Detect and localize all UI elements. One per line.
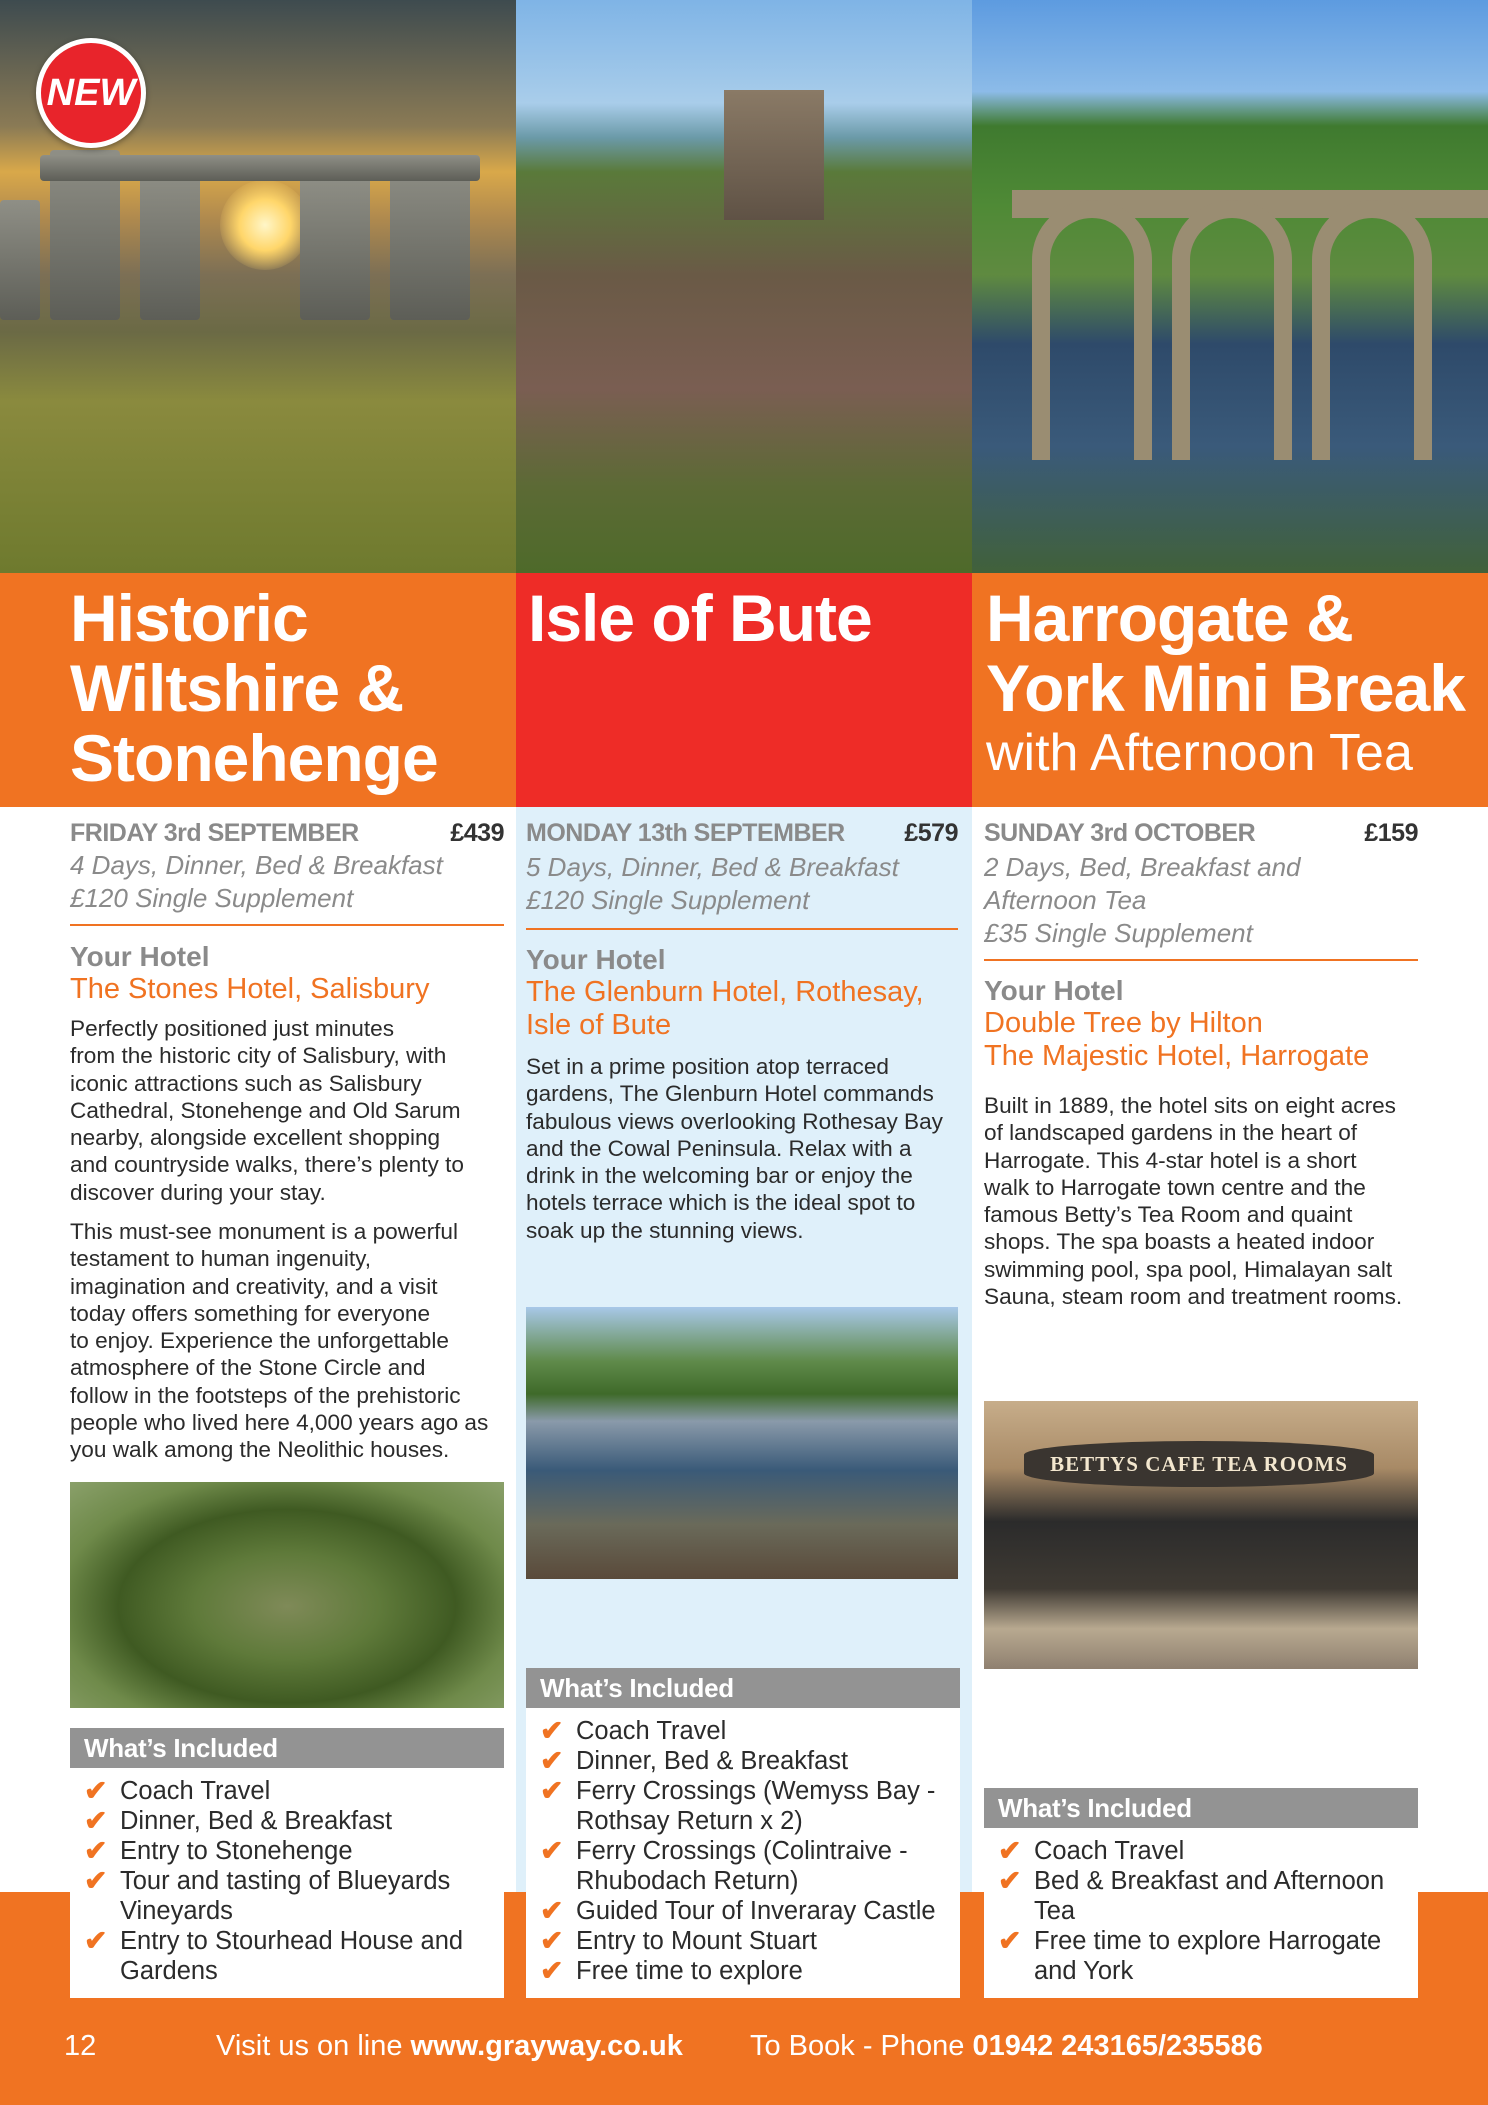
list-item <box>538 1896 954 1926</box>
whats-included-box <box>526 1668 960 1998</box>
list-item <box>538 1926 954 1956</box>
whats-included-list <box>996 1836 1412 1986</box>
date-row <box>984 819 1418 853</box>
paragraph-line: discover during your stay. <box>70 1179 326 1205</box>
item-text: Coach Travel <box>120 1777 271 1805</box>
tour-title <box>70 583 438 793</box>
detail-line: £120 Single Supplement <box>526 885 810 915</box>
checkmark-icon: ✔ <box>540 1745 564 1776</box>
tour-price: £439 <box>450 819 504 847</box>
item-text: Tea <box>1034 1897 1076 1925</box>
paragraph-line: Sauna, steam room and treatment rooms. <box>984 1284 1403 1310</box>
item-text: Free time to explore <box>576 1957 803 1985</box>
checkmark-icon: ✔ <box>84 1775 108 1806</box>
date-row <box>526 819 958 853</box>
paragraph-line: today offers something for everyone <box>70 1300 431 1326</box>
checkmark-icon: ✔ <box>540 1955 564 1986</box>
item-text: Entry to Stonehenge <box>120 1837 353 1865</box>
paragraph-line: Cathedral, Stonehenge and Old Sarum <box>70 1097 461 1123</box>
paragraph-line: and the Cowal Peninsula. Relax with a <box>526 1135 912 1161</box>
item-text: Bed & Breakfast and Afternoon <box>1034 1867 1385 1895</box>
item-text: Coach Travel <box>1034 1837 1185 1865</box>
tour-title-line: Harrogate & <box>986 581 1353 655</box>
hotel-label: Your Hotel <box>526 944 666 975</box>
whats-included-heading: What’s Included <box>526 1668 960 1708</box>
checkmark-icon: ✔ <box>540 1835 564 1866</box>
tour-price: £159 <box>1364 819 1418 847</box>
whats-included-heading: What’s Included <box>70 1728 504 1768</box>
item-text: Tour and tasting of Blueyards <box>120 1867 451 1895</box>
paragraph-line: swimming pool, spa pool, Himalayan salt <box>984 1256 1393 1282</box>
tour-details <box>526 851 899 917</box>
tour-title-line: Isle of Bute <box>528 581 872 655</box>
hotel-name-line: The Glenburn Hotel, Rothesay, <box>526 976 924 1008</box>
detail-line: 5 Days, Dinner, Bed & Breakfast <box>526 852 899 882</box>
item-text: Ferry Crossings (Wemyss Bay - <box>576 1777 936 1805</box>
detail-line: £120 Single Supplement <box>70 883 354 913</box>
hotel-label: Your Hotel <box>984 975 1124 1006</box>
tour-date: FRIDAY 3rd SEPTEMBER <box>70 819 359 847</box>
old-sarum-photo <box>70 1482 504 1708</box>
hotel-name <box>984 1007 1369 1073</box>
dunnottar-castle-photo <box>516 0 972 573</box>
tour-title-band <box>516 573 972 807</box>
tour-title-line: Stonehenge <box>70 721 438 795</box>
tour-details <box>70 849 443 915</box>
hotel-name-line: The Majestic Hotel, Harrogate <box>984 1040 1370 1072</box>
checkmark-icon: ✔ <box>998 1835 1022 1866</box>
attraction-description <box>70 1218 504 1464</box>
tour-title-line: Historic <box>70 581 308 655</box>
paragraph-line: atmosphere of the Stone Circle and <box>70 1355 426 1381</box>
paragraph-line: famous Betty’s Tea Room and quaint <box>984 1202 1353 1228</box>
hotel-name-line: Double Tree by Hilton <box>984 1007 1263 1039</box>
list-item <box>82 1776 498 1806</box>
hotel-name <box>526 976 924 1042</box>
detail-line: Afternoon Tea <box>984 885 1147 915</box>
tour-title <box>986 583 1465 723</box>
detail-line: 2 Days, Bed, Breakfast and <box>984 852 1301 882</box>
rothesay-harbour-photo <box>526 1307 958 1579</box>
list-item <box>996 1866 1412 1926</box>
item-text: Ferry Crossings (Colintraive - <box>576 1837 908 1865</box>
list-item <box>82 1836 498 1866</box>
paragraph-line: soak up the stunning views. <box>526 1217 804 1243</box>
hotel-description <box>526 1053 958 1244</box>
item-text: Free time to explore Harrogate <box>1034 1927 1382 1955</box>
list-item <box>538 1836 954 1896</box>
booking-phone[interactable]: 01942 243165/235586 <box>972 2030 1263 2062</box>
tour-title-band <box>972 573 1488 807</box>
checkmark-icon: ✔ <box>998 1925 1022 1956</box>
paragraph-line: from the historic city of Salisbury, with <box>70 1043 447 1069</box>
hotel-name <box>70 973 429 1006</box>
tour-title-line: York Mini Break <box>986 651 1465 725</box>
paragraph-line: to enjoy. Experience the unforgettable <box>70 1328 449 1354</box>
detail-line: 4 Days, Dinner, Bed & Breakfast <box>70 850 443 880</box>
paragraph-line: follow in the footsteps of the prehistoric <box>70 1382 461 1408</box>
website-prefix: Visit us on line <box>216 2030 411 2062</box>
tour-date: SUNDAY 3rd OCTOBER <box>984 819 1256 847</box>
list-item <box>996 1836 1412 1866</box>
item-text: Entry to Mount Stuart <box>576 1927 817 1955</box>
hotel-name-line: The Stones Hotel, Salisbury <box>70 973 430 1005</box>
divider <box>526 928 958 930</box>
item-text: Dinner, Bed & Breakfast <box>576 1747 849 1775</box>
knaresborough-viaduct-photo <box>972 0 1488 573</box>
item-text: Dinner, Bed & Breakfast <box>120 1807 393 1835</box>
checkmark-icon: ✔ <box>84 1805 108 1836</box>
paragraph-line: drink in the welcoming bar or enjoy the <box>526 1163 913 1189</box>
paragraph-line: Perfectly positioned just minutes <box>70 1016 395 1041</box>
item-text: Rhubodach Return) <box>576 1867 799 1895</box>
list-item <box>538 1776 954 1836</box>
list-item <box>538 1956 954 1986</box>
item-text: Gardens <box>120 1957 218 1985</box>
item-text: and York <box>1034 1957 1134 1985</box>
booking-prefix: To Book - Phone <box>750 2030 973 2062</box>
tour-column-harrogate <box>984 807 1418 1892</box>
date-row <box>70 819 504 853</box>
checkmark-icon: ✔ <box>540 1925 564 1956</box>
paragraph-line: people who lived here 4,000 years ago as <box>70 1410 489 1436</box>
hotel-description <box>984 1092 1418 1310</box>
whats-included-list <box>538 1716 954 1986</box>
divider <box>70 924 504 926</box>
whats-included-box <box>70 1728 504 1998</box>
website-link[interactable]: www.grayway.co.uk <box>410 2030 683 2062</box>
item-text: Rothsay Return x 2) <box>576 1807 803 1835</box>
whats-included-heading: What’s Included <box>984 1788 1418 1828</box>
paragraph-line: gardens, The Glenburn Hotel commands <box>526 1081 934 1107</box>
tour-title-band <box>0 573 516 807</box>
item-text: Entry to Stourhead House and <box>120 1927 464 1955</box>
paragraph-line: nearby, alongside excellent shopping <box>70 1125 441 1151</box>
bettys-sign: BETTYS CAFE TEA ROOMS <box>1024 1441 1374 1487</box>
tour-title-line: Wiltshire & <box>70 651 404 725</box>
checkmark-icon: ✔ <box>540 1895 564 1926</box>
list-item <box>538 1746 954 1776</box>
detail-line: £35 Single Supplement <box>984 918 1253 948</box>
paragraph-line: Set in a prime position atop terraced <box>526 1054 889 1079</box>
page-number: 12 <box>64 2030 97 2062</box>
website-line <box>216 2030 683 2063</box>
bettys-tea-rooms-photo <box>984 1401 1418 1669</box>
hotel-description <box>70 1015 504 1206</box>
tour-subtitle: with Afternoon Tea <box>986 724 1413 782</box>
paragraph-line: testament to human ingenuity, <box>70 1246 372 1272</box>
checkmark-icon: ✔ <box>84 1865 108 1896</box>
checkmark-icon: ✔ <box>540 1715 564 1746</box>
checkmark-icon: ✔ <box>84 1835 108 1866</box>
list-item <box>996 1926 1412 1986</box>
paragraph-line: iconic attractions such as Salisbury <box>70 1070 422 1096</box>
divider <box>984 959 1418 961</box>
checkmark-icon: ✔ <box>84 1925 108 1956</box>
tour-date: MONDAY 13th SEPTEMBER <box>526 819 845 847</box>
paragraph-line: Harrogate. This 4-star hotel is a short <box>984 1147 1357 1173</box>
paragraph-line: imagination and creativity, and a visit <box>70 1273 438 1299</box>
hotel-name-line: Isle of Bute <box>526 1009 672 1041</box>
list-item <box>82 1866 498 1926</box>
tour-price: £579 <box>904 819 958 847</box>
paragraph-line: walk to Harrogate town centre and the <box>984 1174 1366 1200</box>
list-item <box>82 1806 498 1836</box>
paragraph-line: fabulous views overlooking Rothesay Bay <box>526 1108 943 1134</box>
item-text: Coach Travel <box>576 1717 727 1745</box>
paragraph-line: Built in 1889, the hotel sits on eight acres <box>984 1093 1396 1118</box>
tour-title <box>528 583 872 653</box>
paragraph-line: you walk among the Neolithic houses. <box>70 1437 450 1463</box>
item-text: Guided Tour of Inveraray Castle <box>576 1897 936 1925</box>
paragraph-line: of landscaped gardens in the heart of <box>984 1120 1358 1146</box>
checkmark-icon: ✔ <box>540 1775 564 1806</box>
booking-line <box>750 2030 1263 2063</box>
item-text: Vineyards <box>120 1897 233 1925</box>
new-badge: NEW <box>36 38 146 148</box>
tour-details <box>984 851 1301 950</box>
checkmark-icon: ✔ <box>998 1865 1022 1896</box>
hotel-label: Your Hotel <box>70 941 210 972</box>
list-item <box>538 1716 954 1746</box>
paragraph-line: shops. The spa boasts a heated indoor <box>984 1229 1375 1255</box>
paragraph-line: hotels terrace which is the ideal spot to <box>526 1190 916 1216</box>
whats-included-box <box>984 1788 1418 1998</box>
list-item <box>82 1926 498 1986</box>
paragraph-line: and countryside walks, there’s plenty to <box>70 1152 464 1178</box>
whats-included-list <box>82 1776 498 1986</box>
paragraph-line: This must-see monument is a powerful <box>70 1219 459 1244</box>
